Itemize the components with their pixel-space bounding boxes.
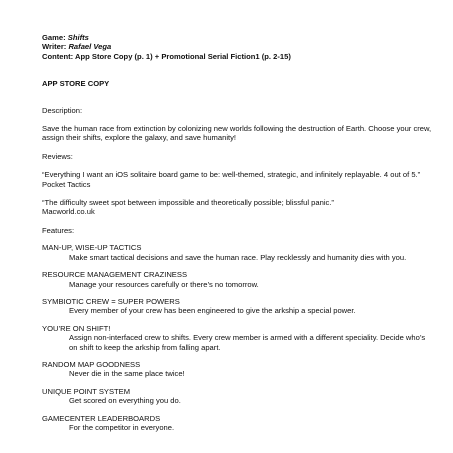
description-text: Save the human race from extinction by colonizing new worlds following the destruction of Earth. Choose your crew, assign their shifts, explore the galaxy, and save humanity! xyxy=(42,124,432,143)
header-game-label: Game: xyxy=(42,33,68,42)
reviews-label: Reviews: xyxy=(42,151,73,161)
feature-title: RANDOM MAP GOODNESS xyxy=(42,359,141,369)
feature-item xyxy=(42,360,432,379)
review-quote: “The difficulty sweet spot between impossible and theoretically possible; blissful panic.” xyxy=(42,198,334,208)
feature-desc: Assign non-interfaced crew to shifts. Every crew member is armed with a different speciality. Decide who’s on shift to keep the arkship from falling apart. xyxy=(69,333,426,352)
review-item xyxy=(42,170,432,189)
header-game-line xyxy=(42,33,432,42)
review-source: Macworld.co.uk xyxy=(42,207,95,217)
review-quote: “Everything I want an iOS solitaire board game to be: well-themed, strategic, and infinitely replayable. 4 out of 5.” xyxy=(42,170,421,180)
feature-desc: Manage your resources carefully or there’s no tomorrow. xyxy=(69,279,259,289)
header-writer-value: Rafael Vega xyxy=(68,42,112,52)
review-source: Pocket Tactics xyxy=(42,179,91,189)
section-title: APP STORE COPY xyxy=(42,79,110,89)
header-content-line xyxy=(42,52,432,61)
feature-item xyxy=(42,243,432,262)
feature-item xyxy=(42,324,432,352)
document-header xyxy=(42,33,432,61)
feature-item xyxy=(42,297,432,316)
document-page xyxy=(42,33,432,432)
feature-title: MAN-UP, WISE-UP TACTICS xyxy=(42,243,142,253)
feature-title: UNIQUE POINT SYSTEM xyxy=(42,386,131,396)
header-content-label: Content: xyxy=(42,51,76,61)
feature-desc: Never die in the same place twice! xyxy=(69,369,185,379)
feature-title: SYMBIOTIC CREW = SUPER POWERS xyxy=(42,296,180,306)
feature-title: YOU’RE ON SHIFT! xyxy=(42,323,111,333)
feature-desc: Make smart tactical decisions and save the human race. Play recklessly and humanity dies with you. xyxy=(69,252,407,262)
review-item xyxy=(42,198,432,217)
header-writer-line xyxy=(42,42,432,51)
header-game-value: Shifts xyxy=(67,33,89,42)
feature-item xyxy=(42,414,432,433)
header-content-value: App Store Copy (p. 1) + Promotional Serial Fiction1 (p. 2-15) xyxy=(75,51,291,61)
feature-desc: Get scored on everything you do. xyxy=(69,396,181,406)
feature-item xyxy=(42,387,432,406)
features-list xyxy=(42,243,432,432)
feature-item xyxy=(42,270,432,289)
features-label: Features: xyxy=(42,225,75,235)
feature-desc: For the competitor in everyone. xyxy=(69,422,175,432)
feature-desc: Every member of your crew has been engineered to give the arkship a special power. xyxy=(69,306,356,316)
feature-title: RESOURCE MANAGEMENT CRAZINESS xyxy=(42,270,188,280)
header-writer-label: Writer: xyxy=(42,42,69,52)
description-label: Description: xyxy=(42,105,83,115)
feature-title: GAMECENTER LEADERBOARDS xyxy=(42,413,161,423)
